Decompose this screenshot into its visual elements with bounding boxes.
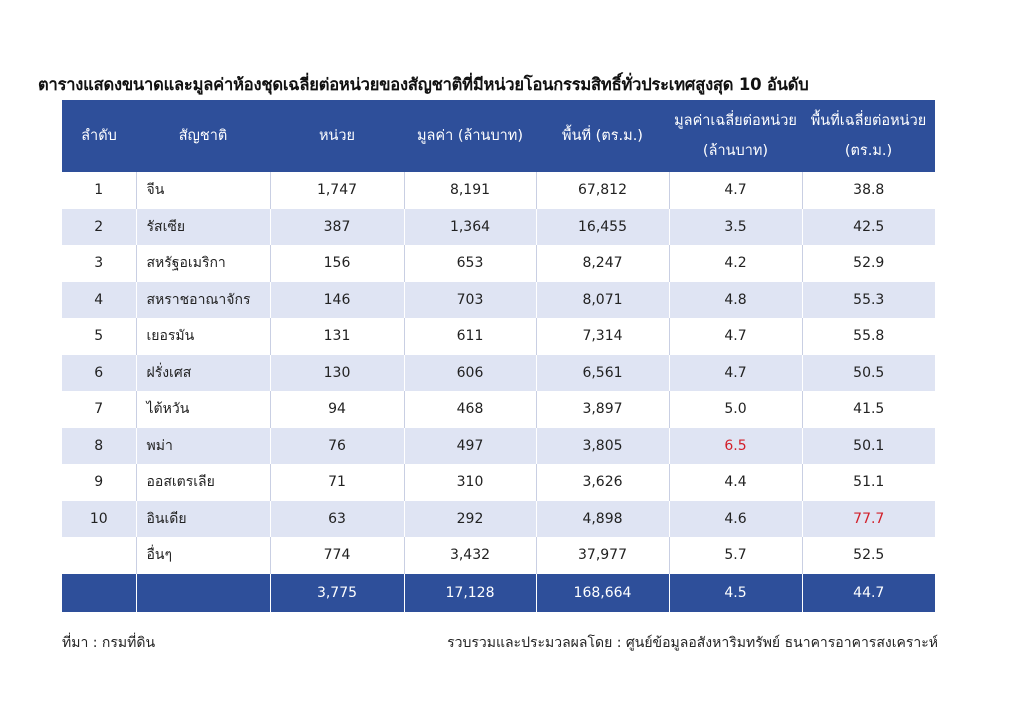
cell-units: 156 [270,245,404,282]
cell-units: 1,747 [270,172,404,209]
cell-units: 131 [270,318,404,355]
cell-nationality: สหรัฐอเมริกา [136,245,270,282]
total-avg-area: 44.7 [802,574,935,612]
total-area: 168,664 [536,574,669,612]
table-row [62,537,935,574]
total-nationality-blank [136,574,270,612]
cell-area: 67,812 [536,172,669,209]
cell-rank: 10 [62,501,136,538]
cell-avg-area: 55.8 [802,318,935,355]
cell-nationality: อินเดีย [136,501,270,538]
cell-rank: 2 [62,209,136,246]
total-row [62,574,935,612]
cell-rank: 6 [62,355,136,392]
total-units: 3,775 [270,574,404,612]
cell-avg-area: 41.5 [802,391,935,428]
cell-nationality: จีน [136,172,270,209]
table-row [62,391,935,428]
cell-avg-value: 4.4 [669,464,802,501]
cell-units: 94 [270,391,404,428]
total-rank-blank [62,574,136,612]
header-avg-value: มูลค่าเฉลี่ยต่อหน่วย (ล้านบาท) [669,100,802,172]
cell-rank: 9 [62,464,136,501]
cell-nationality: พม่า [136,428,270,465]
cell-area: 37,977 [536,537,669,574]
cell-nationality: สหราชอาณาจักร [136,282,270,319]
table-row [62,501,935,538]
cell-area: 8,071 [536,282,669,319]
cell-units: 76 [270,428,404,465]
cell-value: 497 [404,428,536,465]
cell-area: 8,247 [536,245,669,282]
cell-avg-area: 51.1 [802,464,935,501]
cell-avg-value: 4.7 [669,172,802,209]
total-avg-value: 4.5 [669,574,802,612]
cell-rank [62,537,136,574]
cell-units: 71 [270,464,404,501]
cell-avg-area: 55.3 [802,282,935,319]
cell-value: 468 [404,391,536,428]
table-row [62,282,935,319]
cell-area: 4,898 [536,501,669,538]
cell-avg-value: 4.6 [669,501,802,538]
cell-avg-value: 3.5 [669,209,802,246]
table-row [62,464,935,501]
header-area: พื้นที่ (ตร.ม.) [536,100,669,172]
cell-area: 7,314 [536,318,669,355]
table-row [62,428,935,465]
header-units: หน่วย [270,100,404,172]
cell-value: 292 [404,501,536,538]
cell-avg-area: 50.1 [802,428,935,465]
cell-area: 16,455 [536,209,669,246]
cell-rank: 5 [62,318,136,355]
cell-avg-area: 38.8 [802,172,935,209]
source-note: ที่มา : กรมที่ดิน [62,635,156,651]
cell-units: 387 [270,209,404,246]
cell-avg-area: 52.5 [802,537,935,574]
cell-value: 1,364 [404,209,536,246]
cell-value: 606 [404,355,536,392]
cell-nationality: ไต้หวัน [136,391,270,428]
cell-rank: 3 [62,245,136,282]
cell-nationality: ฝรั่งเศส [136,355,270,392]
cell-value: 653 [404,245,536,282]
cell-value: 703 [404,282,536,319]
nationality-condo-table [62,100,935,612]
cell-value: 8,191 [404,172,536,209]
table-title: ตารางแสดงขนาดและมูลค่าห้องชุดเฉลี่ยต่อหน่วยของสัญชาติที่มีหน่วยโอนกรรมสิทธิ์ทั่วประเทศสูงสุด 10 อันดับ [38,75,809,94]
table-row [62,209,935,246]
cell-rank: 4 [62,282,136,319]
cell-value: 310 [404,464,536,501]
table-row [62,318,935,355]
table-row [62,245,935,282]
table-row [62,355,935,392]
cell-rank: 7 [62,391,136,428]
cell-avg-value: 4.7 [669,355,802,392]
cell-nationality: รัสเซีย [136,209,270,246]
cell-avg-value: 4.2 [669,245,802,282]
cell-avg-area: 77.7 [802,501,935,538]
cell-area: 3,897 [536,391,669,428]
header-nationality: สัญชาติ [136,100,270,172]
cell-rank: 1 [62,172,136,209]
cell-avg-value: 5.0 [669,391,802,428]
cell-units: 774 [270,537,404,574]
cell-avg-value: 6.5 [669,428,802,465]
cell-avg-value: 4.7 [669,318,802,355]
cell-avg-value: 4.8 [669,282,802,319]
cell-area: 6,561 [536,355,669,392]
table-header-row [62,100,935,172]
cell-nationality: อื่นๆ [136,537,270,574]
cell-nationality: ออสเตรเลีย [136,464,270,501]
cell-rank: 8 [62,428,136,465]
cell-units: 63 [270,501,404,538]
cell-area: 3,805 [536,428,669,465]
header-avg-area: พื้นที่เฉลี่ยต่อหน่วย (ตร.ม.) [802,100,935,172]
header-value: มูลค่า (ล้านบาท) [404,100,536,172]
cell-avg-value: 5.7 [669,537,802,574]
cell-units: 146 [270,282,404,319]
cell-units: 130 [270,355,404,392]
cell-value: 611 [404,318,536,355]
compiled-by-note: รวบรวมและประมวลผลโดย : ศูนย์ข้อมูลอสังหาริมทรัพย์ ธนาคารอาคารสงเคราะห์ [447,635,938,651]
cell-avg-area: 52.9 [802,245,935,282]
cell-nationality: เยอรมัน [136,318,270,355]
header-rank: ลำดับ [62,100,136,172]
table-row [62,172,935,209]
cell-avg-area: 42.5 [802,209,935,246]
cell-area: 3,626 [536,464,669,501]
cell-avg-area: 50.5 [802,355,935,392]
total-value: 17,128 [404,574,536,612]
cell-value: 3,432 [404,537,536,574]
